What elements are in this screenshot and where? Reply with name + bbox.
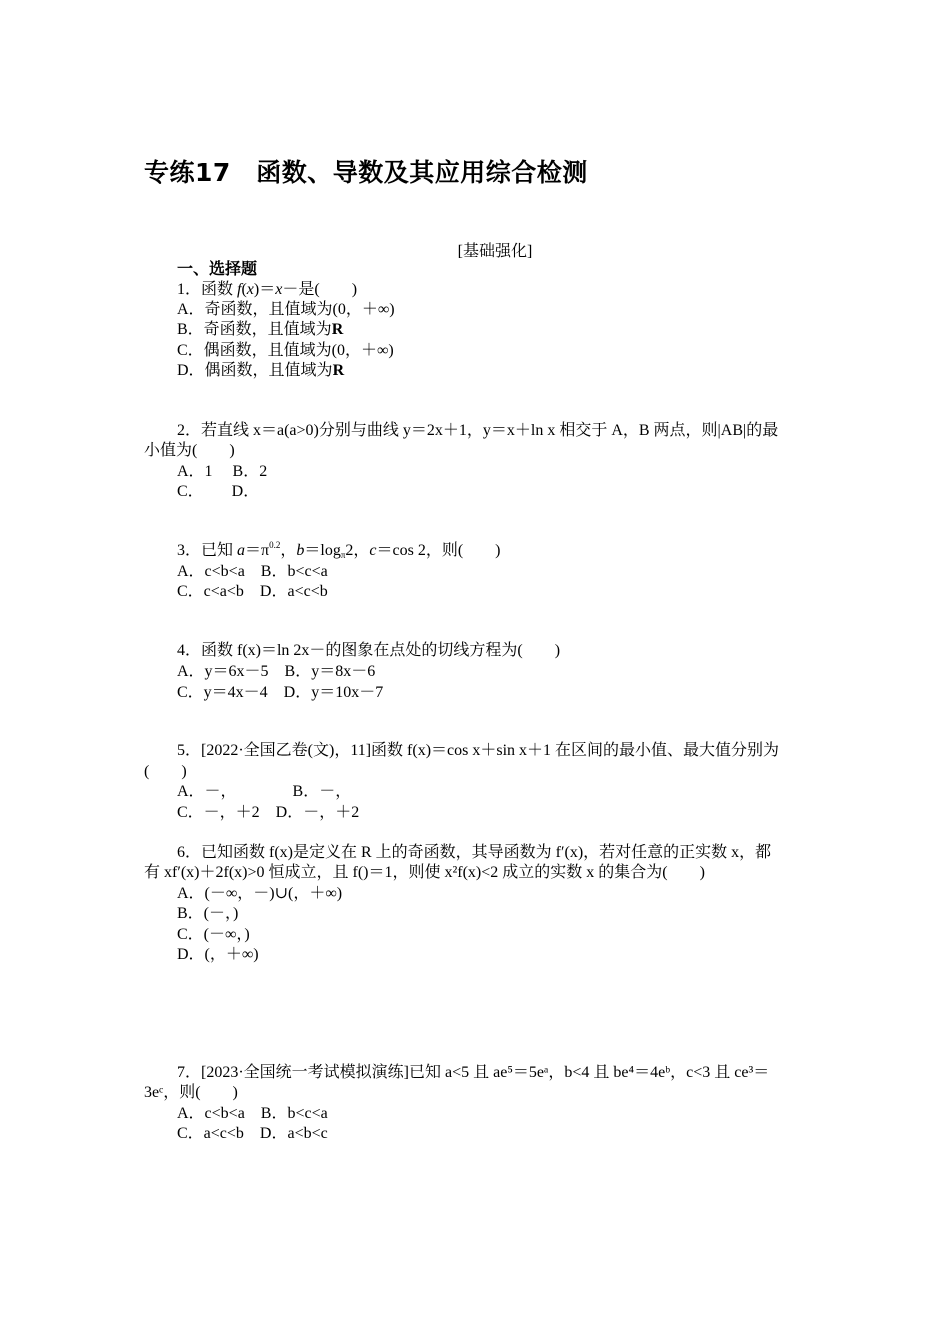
question-1-option-a: A．奇函数，且值域为(0，＋∞)	[177, 301, 395, 318]
question-7-stem-line2: 3eᶜ，则( )	[144, 1084, 238, 1101]
question-2-stem-line2: 小值为( )	[144, 442, 235, 459]
question-4-options-ab: A．y＝6x－5 B．y＝8x－6	[177, 663, 376, 680]
question-5-options-ab: A．－， B．－，	[177, 783, 352, 800]
question-5-stem-line1: 5．[2022·全国乙卷(文)，11]函数 f(x)＝cos x＋sin x＋1 在区间的最小值、最大值分别为	[177, 742, 780, 759]
question-6-stem-line2: 有 xf′(x)＋2f(x)>0 恒成立，且 f()＝1，则使 x²f(x)<2 成立的实数 x 的集合为( )	[144, 864, 705, 881]
question-4-stem: 4．函数 f(x)＝ln 2x－的图象在点处的切线方程为( )	[177, 642, 561, 659]
section-heading: [基础强化]	[457, 243, 533, 260]
question-2-stem-line1: 2．若直线 x＝a(a>0)分别与曲线 y＝2x＋1，y＝x＋ln x 相交于 A，B 两点，则|AB|的最	[177, 422, 779, 439]
question-5-options-cd: C．－，＋2 D．－，＋2	[177, 804, 360, 821]
question-1-option-c: C．偶函数，且值域为(0，＋∞)	[177, 342, 394, 359]
question-4-options-cd: C．y＝4x－4 D．y＝10x－7	[177, 684, 384, 701]
part-heading: 一、选择题	[177, 261, 258, 278]
question-6-option-d: D．(，＋∞)	[177, 946, 259, 963]
question-6-option-a: A．(－∞，－)∪(，＋∞)	[177, 885, 343, 902]
question-1-option-d: D．偶函数，且值域为R	[177, 362, 345, 379]
question-7-options-ab: A．c<b<a B．b<c<a	[177, 1105, 328, 1122]
question-3-stem: 3．已知 $a=\pi^{0.2}$，$b=\log_\pi 2$，c＝cos 2，则( )	[177, 540, 501, 560]
question-2-options-ab: A．1 B．2	[177, 463, 268, 480]
question-7-options-cd: C．a<c<b D．a<b<c	[177, 1125, 328, 1142]
question-3-options-cd: C．c<a<b D．a<c<b	[177, 583, 328, 600]
question-3-options-ab: A．c<b<a B．b<c<a	[177, 563, 328, 580]
question-7-stem-line1: 7．[2023·全国统一考试模拟演练]已知 a<5 且 ae⁵＝5eᵃ，b<4 且 be⁴＝4eᵇ，c<3 且 ce³＝	[177, 1064, 770, 1081]
question-6-option-b: B．(－，)	[177, 905, 239, 922]
question-1-stem: 1．函数 f(x)＝x－是( )	[177, 281, 358, 298]
question-6-option-c: C．(－∞，)	[177, 926, 250, 943]
question-6-stem-line1: 6．已知函数 f(x)是定义在 R 上的奇函数，其导函数为 f′(x)，若对任意的正实数 x，都	[177, 844, 772, 861]
question-1-option-b: B．奇函数，且值域为R	[177, 321, 344, 338]
question-2-options-cd: C． D．	[177, 483, 260, 500]
question-5-stem-line2: ( )	[144, 763, 187, 780]
page-title: 专练17 函数、导数及其应用综合检测	[144, 158, 588, 187]
